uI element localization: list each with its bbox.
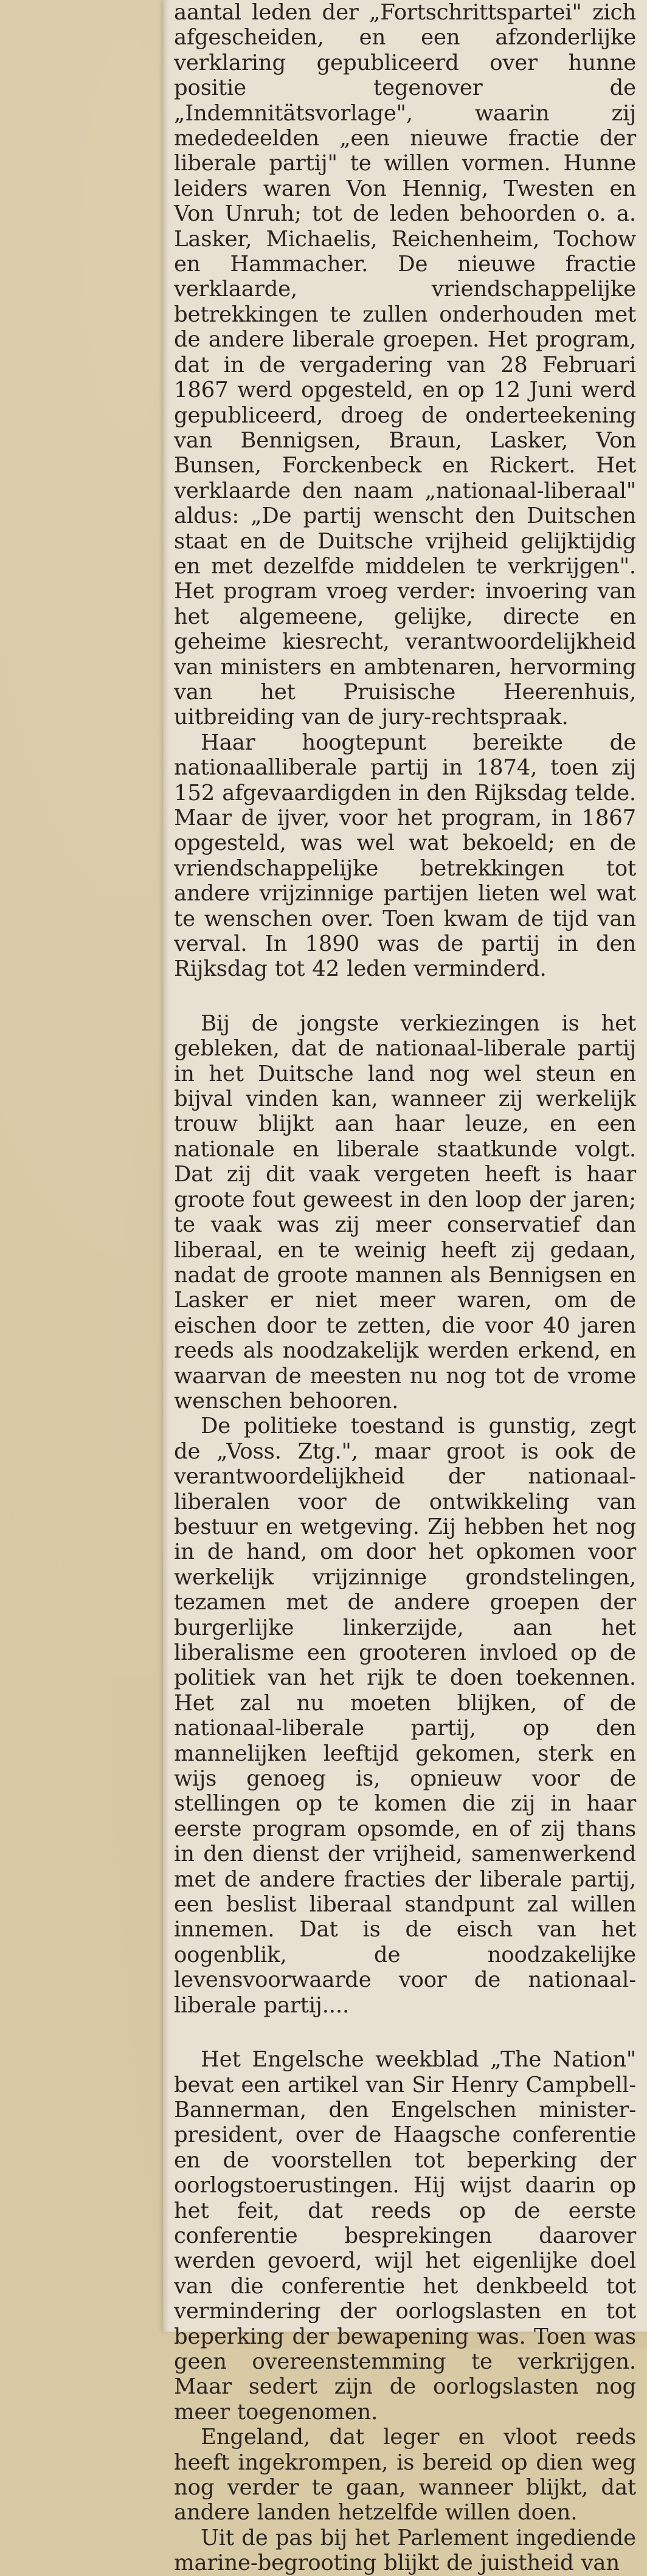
newspaper-clipping (163, 0, 647, 2576)
paragraph-4: De politieke toestand is gunstig, zegt de „Voss. Ztg.", maar groot is ook de verantwoordelijkheid der nationaal-liberalen voor de ontwikkeling van bestuur en wetgeving. Zij hebben het nog in de hand, om door het opkomen voor werkelijk vrijzinnige grondstelingen, tezamen met de andere groepen der burgerlijke linkerzijde, aan het liberalisme een grooteren invloed op de politiek van het rijk te doen toekennen. Het zal nu moeten blijken, of de nationaal-liberale partij, op den mannelijken leeftijd gekomen, sterk en wijs genoeg is, opnieuw voor de stellingen op te komen die zij in haar eerste program opsomde, en of zij thans in den dienst der vrijheid, samenwerkend met de andere fracties der liberale partij, een beslist liberaal standpunt zal willen innemen. Dat is de eisch van het oogenblik, de noodzakelijke levensvoorwaarde voor de nationaal-liberale partij.... (174, 1414, 636, 2018)
paragraph-2: Haar hoogtepunt bereikte de nationaalliberale partij in 1874, toen zij 152 afgevaardigden in den Rijksdag telde. Maar de ijver, voor het program, in 1867 opgesteld, was wel wat bekoeld; en de vriendschappelijke betrekkingen tot andere vrijzinnige partijen lieten wel wat te wenschen over. Toen kwam de tijd van verval. In 1890 was de partij in den Rijksdag tot 42 leden verminderd. (174, 730, 636, 982)
article-body (174, 0, 636, 2576)
paragraph-7: Uit de pas bij het Parlement ingediende marine-begrooting blijkt de juistheid van (174, 2525, 636, 2576)
paragraph-3: Bij de jongste verkiezingen is het gebleken, dat de nationaal-liberale partij in het Duitsche land nog wel steun en bijval vinden kan, wanneer zij werkelijk trouw blijkt aan haar leuze, en een nationale en liberale staatkunde volgt. Dat zij dit vaak vergeten heeft is haar groote fout geweest in den loop der jaren; te vaak was zij meer conservatief dan liberaal, en te weinig heeft zij gedaan, nadat de groote mannen als Bennigsen en Lasker er niet meer waren, om de eischen door te zetten, die voor 40 jaren reeds als noodzakelijk werden erkend, en waarvan de meesten nu nog tot de vrome wenschen behooren. (174, 1010, 636, 1414)
paragraph-5: Het Engelsche weekblad „The Nation" bevat een artikel van Sir Henry Campbell-Bannerman, den Engelschen minister-president, over de Haagsche conferentie en de voorstellen tot beperking der oorlogstoerustingen. Hij wijst daarin op het feit, dat reeds op de eerste conferentie besprekingen daarover werden gevoerd, wijl het eigenlijke doel van die conferentie het denkbeeld tot vermindering der oorlogslasten en tot beperking der bewapening was. Toen was geen overeenstemming te verkrijgen. Maar sedert zijn de oorlogslasten nog meer toegenomen. (174, 2047, 636, 2425)
paragraph-6: Engeland, dat leger en vloot reeds heeft ingekrompen, is bereid op dien weg nog verder te gaan, wanneer blijkt, dat andere landen hetzelfde willen doen. (174, 2425, 636, 2526)
paragraph-1: aantal leden der „Fortschrittspartei" zich afgescheiden, en een afzonderlijke verklaring gepubliceerd over hunne positie tegenover de „Indemnitätsvorlage", waarin zij mededeelden „een nieuwe fractie der liberale partij" te willen vormen. Hunne leiders waren Von Hennig, Twesten en Von Unruh; tot de leden behoorden o. a. Lasker, Michaelis, Reichenheim, Tochow en Hammacher. De nieuwe fractie verklaarde, vriendschappelijke betrekkingen te zullen onderhouden met de andere liberale groepen. Het program, dat in de vergadering van 28 Februari 1867 werd opgesteld, en op 12 Juni werd gepubliceerd, droeg de onderteekening van Bennigsen, Braun, Lasker, Von Bunsen, Forckenbeck en Rickert. Het verklaarde den naam „nationaal-liberaal" aldus: „De partij wenscht den Duitschen staat en de Duitsche vrijheid gelijktijdig en met dezelfde middelen te verkrijgen". Het program vroeg verder: invoering van het algemeene, gelijke, directe en geheime kiesrecht, verantwoordelijkheid van ministers en ambtenaren, hervorming van het Pruisische Heerenhuis, uitbreiding van de jury-rechtspraak. (174, 0, 636, 730)
